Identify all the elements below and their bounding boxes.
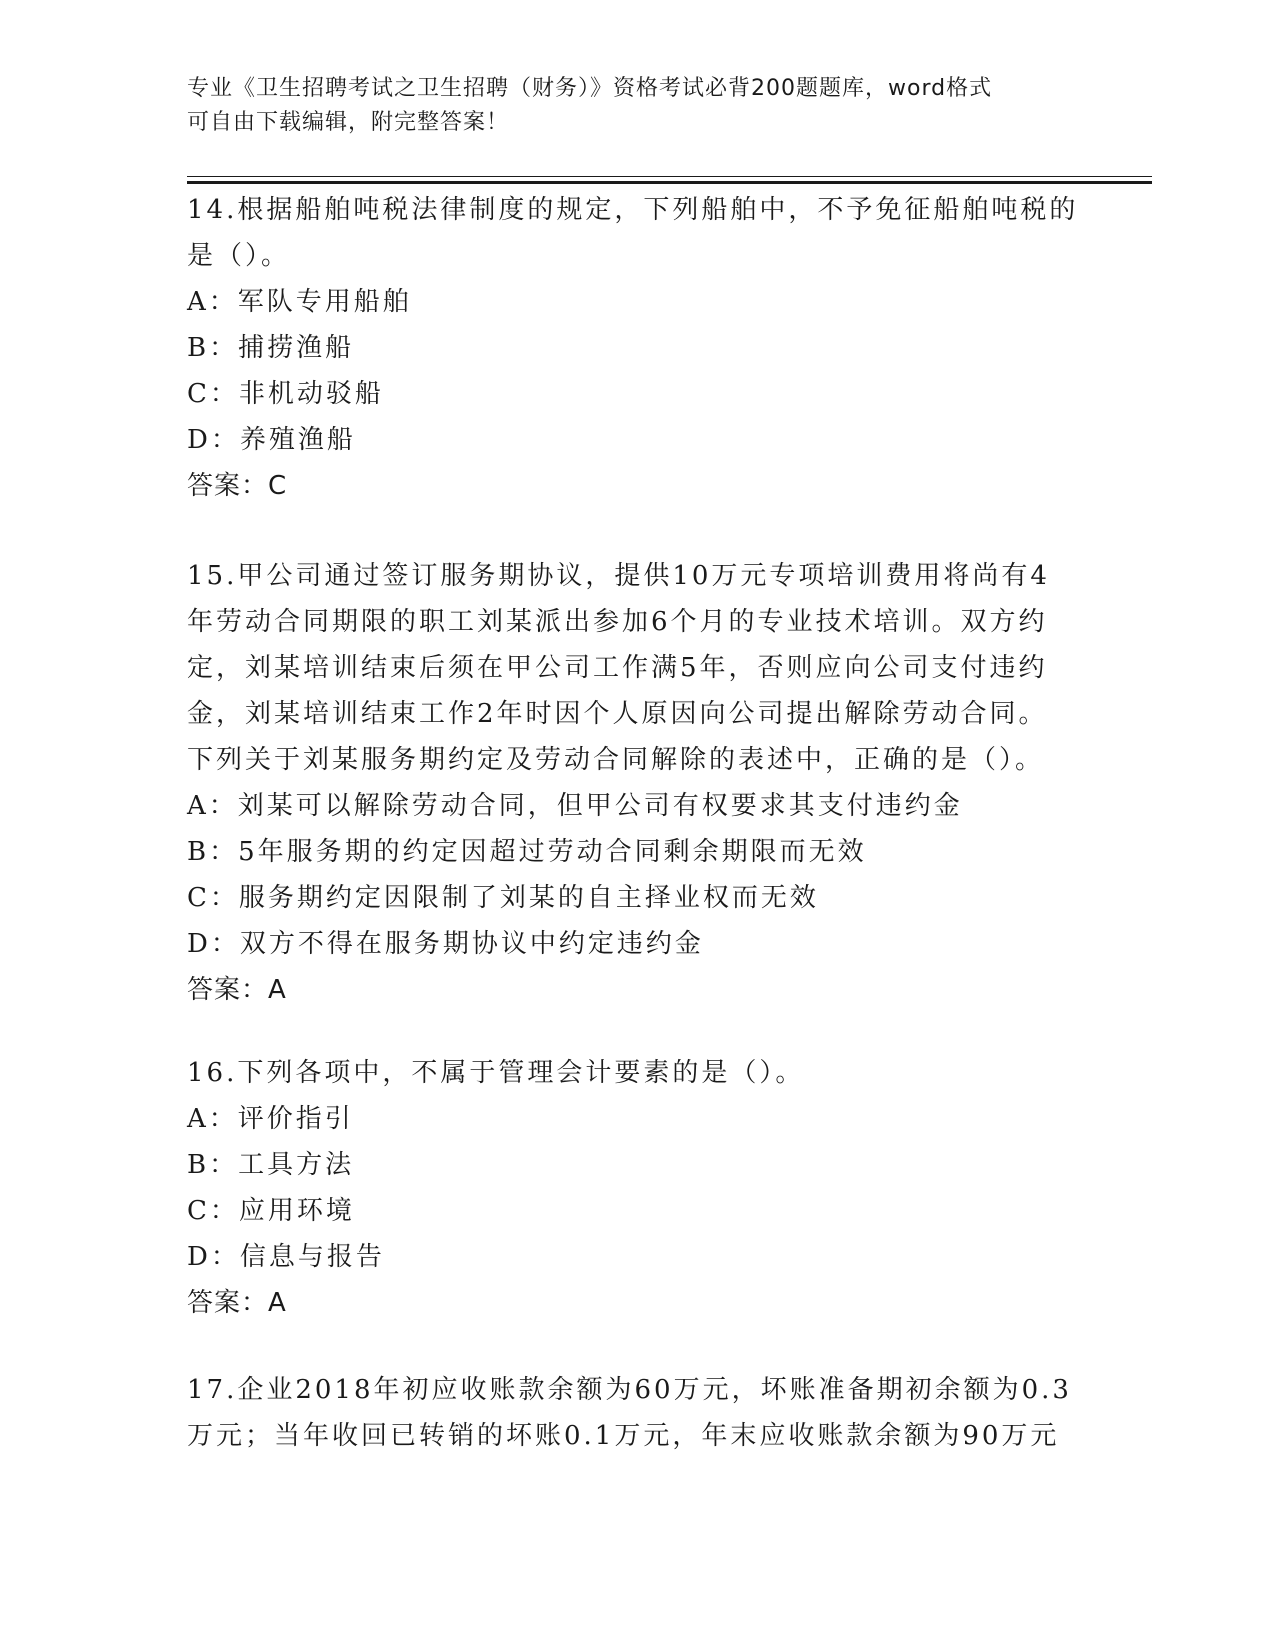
question-stem-line: 14.根据船舶吨税法律制度的规定，下列船舶中，不予免征船舶吨税的 xyxy=(187,195,1079,225)
option-b: B：工具方法 xyxy=(187,1150,355,1180)
option-b: B：5年服务期的约定因超过劳动合同剩余期限而无效 xyxy=(187,837,867,867)
question-15 xyxy=(187,553,1087,1013)
question-stem-line: 下列关于刘某服务期约定及劳动合同解除的表述中，正确的是（）。 xyxy=(187,745,1045,775)
header-divider-thin xyxy=(187,176,1152,177)
question-stem-line: 16.下列各项中，不属于管理会计要素的是（）。 xyxy=(187,1058,805,1088)
option-d: D：信息与报告 xyxy=(187,1242,385,1272)
header-line-1: 专业《卫生招聘考试之卫生招聘（财务）》资格考试必背200题题库，word格式 xyxy=(187,76,993,101)
option-d: D：养殖渔船 xyxy=(187,425,356,455)
option-a: A：评价指引 xyxy=(187,1104,354,1134)
question-stem-line: 万元；当年收回已转销的坏账0.1万元，年末应收账款余额为90万元 xyxy=(187,1421,1060,1451)
question-14 xyxy=(187,187,1087,509)
question-stem-line: 年劳动合同期限的职工刘某派出参加6个月的专业技术培训。双方约 xyxy=(187,607,1048,637)
question-stem-line: 是（）。 xyxy=(187,241,291,271)
option-c: C：应用环境 xyxy=(187,1196,355,1226)
header-line-2: 可自由下载编辑，附完整答案！ xyxy=(187,110,510,135)
question-16 xyxy=(187,1050,1087,1326)
document-header xyxy=(187,72,1067,140)
answer-line: 答案：A xyxy=(187,1288,287,1318)
option-c: C：非机动驳船 xyxy=(187,379,384,409)
question-stem-line: 金，刘某培训结束工作2年时因个人原因向公司提出解除劳动合同。 xyxy=(187,699,1048,729)
question-stem-line: 定，刘某培训结束后须在甲公司工作满5年，否则应向公司支付违约 xyxy=(187,653,1048,683)
option-a: A：刘某可以解除劳动合同，但甲公司有权要求其支付违约金 xyxy=(187,791,963,821)
option-a: A：军队专用船舶 xyxy=(187,287,412,317)
header-divider-thick xyxy=(187,181,1152,184)
question-stem-line: 17.企业2018年初应收账款余额为60万元，坏账准备期初余额为0.3 xyxy=(187,1375,1072,1405)
option-d: D：双方不得在服务期协议中约定违约金 xyxy=(187,929,704,959)
answer-line: 答案：C xyxy=(187,471,288,501)
option-c: C：服务期约定因限制了刘某的自主择业权而无效 xyxy=(187,883,819,913)
question-stem-line: 15.甲公司通过签订服务期协议，提供10万元专项培训费用将尚有4 xyxy=(187,561,1050,591)
option-b: B：捕捞渔船 xyxy=(187,333,355,363)
answer-line: 答案：A xyxy=(187,975,287,1005)
question-17 xyxy=(187,1367,1087,1459)
